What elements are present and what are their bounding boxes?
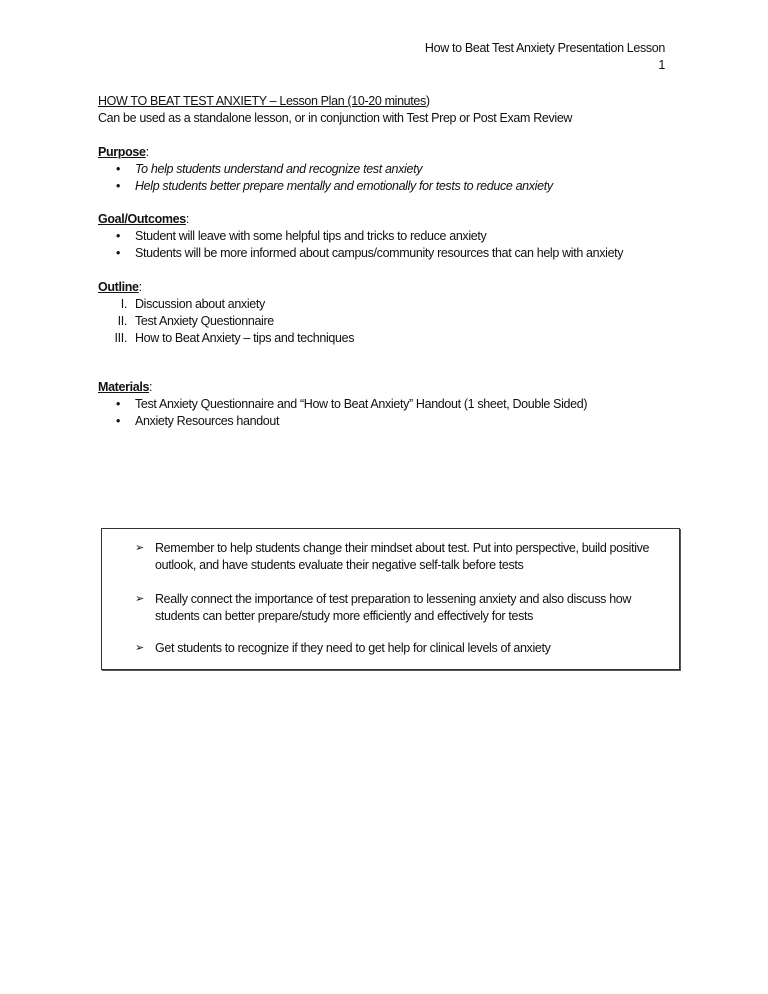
- colon: :: [145, 145, 149, 159]
- outline-item: Test Anxiety Questionnaire: [135, 314, 274, 328]
- note-line: students can better prepare/study more efficiently and effectively for tests: [155, 609, 534, 623]
- purpose-label: Purpose: [98, 145, 146, 159]
- purpose-heading: [98, 144, 149, 161]
- goals-label: Goal/Outcomes: [98, 212, 186, 226]
- page-number: 1: [658, 58, 665, 72]
- title-text: HOW TO BEAT TEST ANXIETY – Lesson Plan (10-20 minutes: [98, 94, 426, 108]
- materials-heading: [98, 379, 152, 396]
- goal-item: Students will be more informed about campus/community resources that can help with anxiety: [135, 246, 624, 260]
- goal-item: Student will leave with some helpful tips and tricks to reduce anxiety: [135, 229, 487, 243]
- outline-number: I.: [120, 297, 127, 311]
- outline-number: III.: [114, 331, 127, 345]
- colon: :: [138, 280, 142, 294]
- running-header: How to Beat Test Anxiety Presentation Lesson: [424, 41, 665, 55]
- bullet-icon: •: [116, 162, 121, 176]
- goals-heading: [98, 211, 189, 228]
- document-title: [98, 93, 430, 110]
- arrow-bullet-icon: ➢: [135, 642, 144, 654]
- bullet-icon: •: [116, 179, 121, 193]
- bullet-icon: •: [116, 246, 121, 260]
- colon: :: [185, 212, 189, 226]
- material-item: Anxiety Resources handout: [135, 414, 280, 428]
- note-line: Really connect the importance of test preparation to lessening anxiety and also discuss how: [155, 592, 632, 606]
- outline-number: II.: [117, 314, 127, 328]
- note-line: Get students to recognize if they need to get help for clinical levels of anxiety: [155, 641, 551, 655]
- purpose-item: Help students better prepare mentally and emotionally for tests to reduce anxiety: [135, 179, 553, 193]
- purpose-item: To help students understand and recognize test anxiety: [135, 162, 423, 176]
- note-line: Remember to help students change their mindset about test. Put into perspective, build positive: [155, 541, 650, 555]
- materials-label: Materials: [98, 380, 150, 394]
- outline-heading: [98, 279, 142, 296]
- outline-item: Discussion about anxiety: [135, 297, 265, 311]
- subtitle: Can be used as a standalone lesson, or in conjunction with Test Prep or Post Exam Review: [98, 111, 573, 125]
- material-item: Test Anxiety Questionnaire and “How to Beat Anxiety” Handout (1 sheet, Double Sided): [135, 397, 588, 411]
- bullet-icon: •: [116, 414, 121, 428]
- arrow-bullet-icon: ➢: [135, 593, 144, 605]
- outline-label: Outline: [98, 280, 139, 294]
- colon: :: [149, 380, 153, 394]
- outline-item: How to Beat Anxiety – tips and techniques: [135, 331, 355, 345]
- arrow-bullet-icon: ➢: [135, 542, 144, 554]
- note-line: outlook, and have students evaluate their negative self-talk before tests: [155, 558, 524, 572]
- title-close-paren: ): [425, 94, 430, 108]
- bullet-icon: •: [116, 229, 121, 243]
- bullet-icon: •: [116, 397, 121, 411]
